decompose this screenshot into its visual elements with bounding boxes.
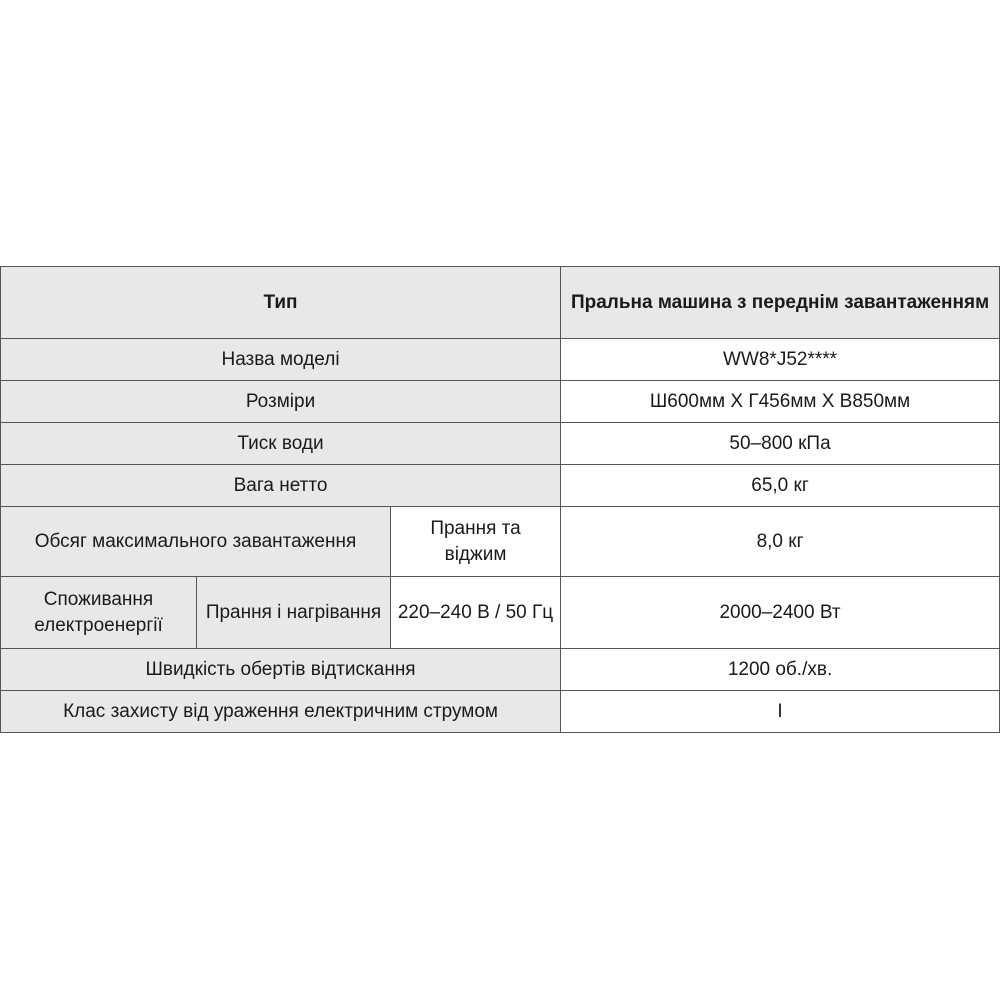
- max-load-label: Обсяг максимального завантаження: [1, 507, 391, 577]
- header-row: [1, 267, 1000, 339]
- power-sublabel: Прання і нагрівання: [197, 577, 391, 649]
- table-row: [1, 423, 1000, 465]
- table-row: [1, 691, 1000, 733]
- header-value: Пральна машина з переднім завантаженням: [561, 267, 1000, 339]
- model-value: WW8*J52****: [561, 339, 1000, 381]
- table-row: [1, 649, 1000, 691]
- dimensions-label: Розміри: [1, 381, 561, 423]
- header-label: Тип: [1, 267, 561, 339]
- table-row: [1, 507, 1000, 577]
- spin-speed-label: Швидкість обертів відтискання: [1, 649, 561, 691]
- water-pressure-value: 50–800 кПа: [561, 423, 1000, 465]
- max-load-value: 8,0 кг: [561, 507, 1000, 577]
- shock-protection-label: Клас захисту від ураження електричним струмом: [1, 691, 561, 733]
- shock-protection-value: I: [561, 691, 1000, 733]
- dimensions-value: Ш600мм X Г456мм X В850мм: [561, 381, 1000, 423]
- power-label: Споживання електроенергії: [1, 577, 197, 649]
- table-row: [1, 381, 1000, 423]
- model-label: Назва моделі: [1, 339, 561, 381]
- table-row: [1, 465, 1000, 507]
- table-row: [1, 577, 1000, 649]
- spin-speed-value: 1200 об./хв.: [561, 649, 1000, 691]
- power-supply: 220–240 В / 50 Гц: [391, 577, 561, 649]
- power-value: 2000–2400 Вт: [561, 577, 1000, 649]
- net-weight-value: 65,0 кг: [561, 465, 1000, 507]
- water-pressure-label: Тиск води: [1, 423, 561, 465]
- max-load-sublabel: Прання та віджим: [391, 507, 561, 577]
- table-row: [1, 339, 1000, 381]
- net-weight-label: Вага нетто: [1, 465, 561, 507]
- specifications-table: [0, 266, 1000, 733]
